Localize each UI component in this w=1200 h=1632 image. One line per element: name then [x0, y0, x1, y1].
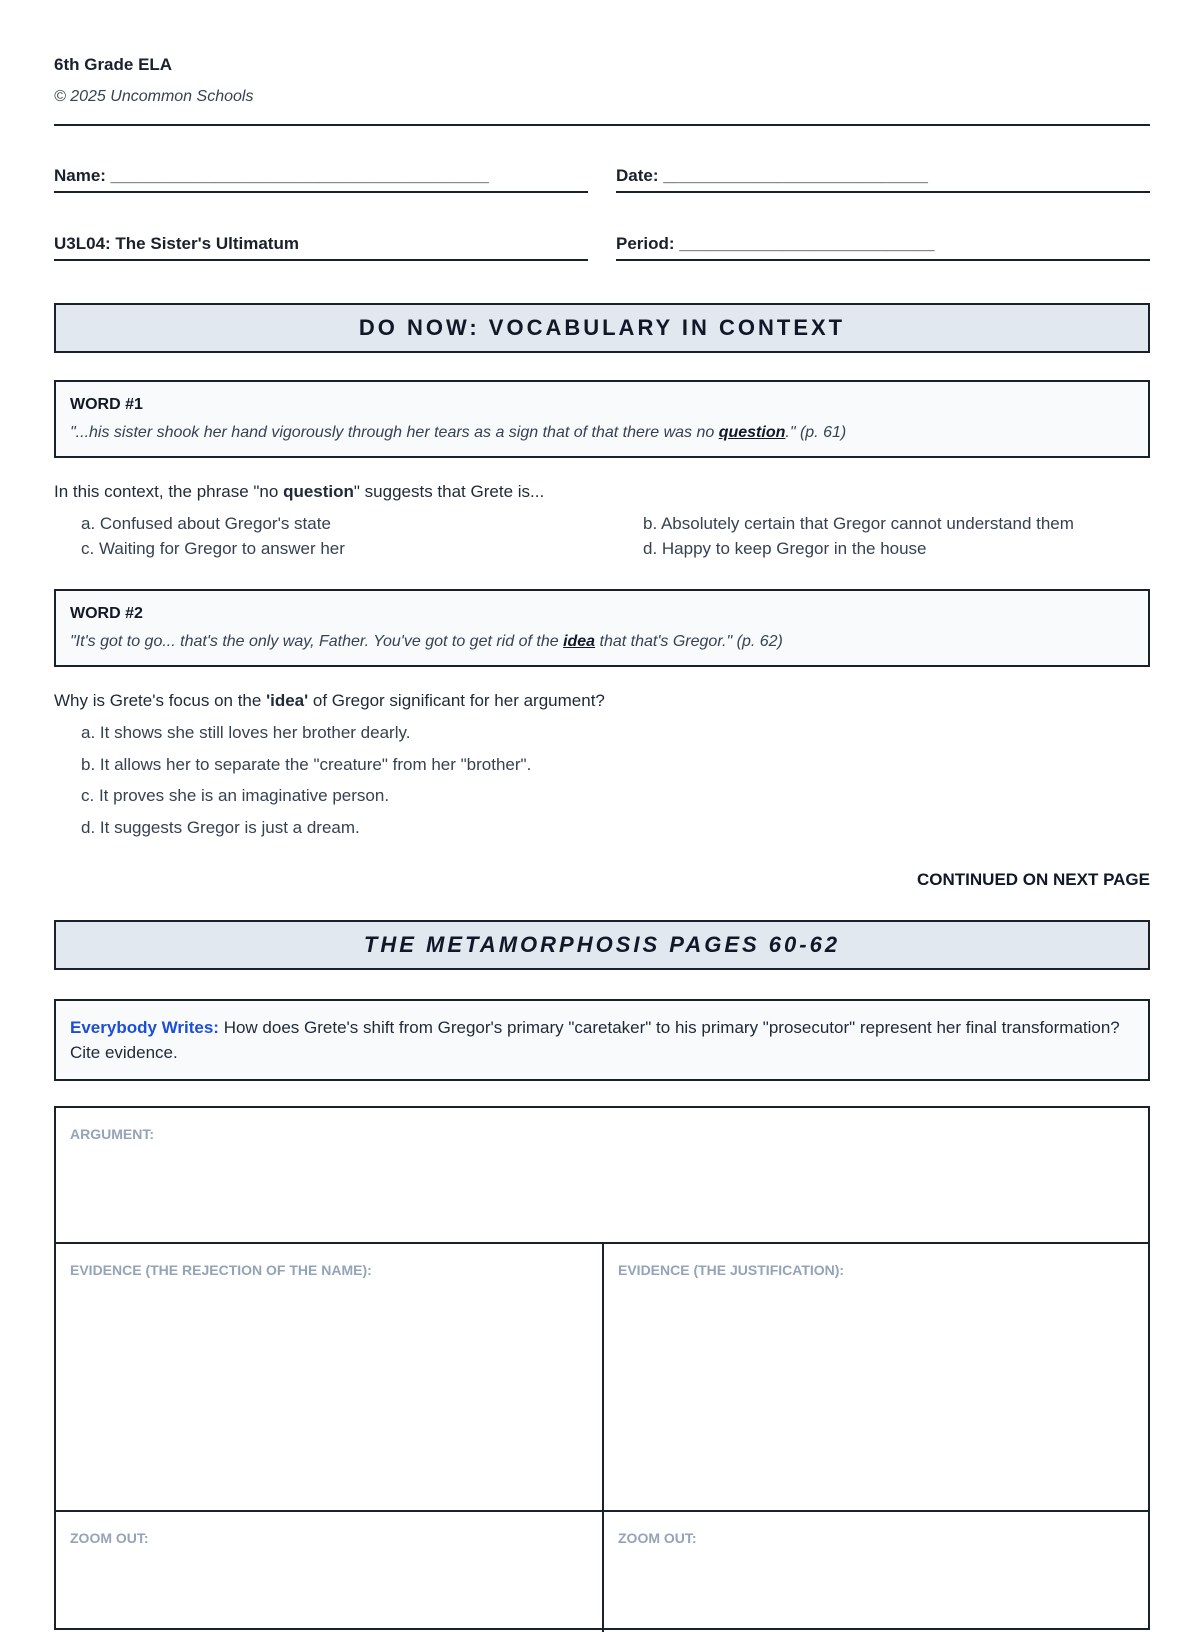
question-text: In this context, the phrase "no — [54, 482, 284, 501]
argument-label: ARGUMENT: — [70, 1126, 154, 1142]
zoom-out1-label: ZOOM OUT: — [70, 1530, 149, 1546]
evidence1-label: EVIDENCE (THE REJECTION OF THE NAME): — [70, 1262, 372, 1278]
quote-citation: ." (p. 61) — [785, 424, 847, 441]
word2-option-b[interactable]: b. It allows her to separate the "creature" from her "brother". — [81, 755, 532, 774]
argument-cell[interactable] — [56, 1108, 1148, 1244]
evidence2-label: EVIDENCE (THE JUSTIFICATION): — [618, 1262, 845, 1278]
quote-text: "It's got to go... that's the only way, Father. You've got to get rid of the — [70, 633, 564, 650]
word1-option-d[interactable]: d. Happy to keep Gregor in the house — [643, 539, 927, 558]
word2-quote — [70, 633, 1134, 651]
question-text: " suggests that Grete is... — [353, 482, 545, 501]
period-field[interactable]: Period: ___________________________ — [616, 234, 1150, 261]
word2-box — [54, 589, 1150, 667]
zoom-out2-cell[interactable] — [604, 1512, 1148, 1632]
word1-label: WORD #1 — [70, 396, 143, 413]
continued-note: CONTINUED ON NEXT PAGE — [917, 870, 1150, 889]
question-text: of Gregor significant for her argument? — [308, 691, 605, 710]
do-now-banner: DO NOW: VOCABULARY IN CONTEXT — [54, 303, 1150, 353]
question-text: Why is Grete's focus on the — [54, 691, 267, 710]
name-field[interactable]: Name: ________________________________________ — [54, 166, 588, 193]
quote-text: "...his sister shook her hand vigorously through her tears as a sign that of that there was no — [70, 424, 719, 441]
word2-option-d[interactable]: d. It suggests Gregor is just a dream. — [81, 818, 360, 837]
word1-quote — [70, 424, 1134, 442]
question-word: 'idea' — [266, 691, 309, 710]
prompt-label: Everybody Writes: — [70, 1018, 219, 1037]
word1-option-b[interactable]: b. Absolutely certain that Gregor cannot understand them — [643, 514, 1074, 533]
word1-box — [54, 380, 1150, 458]
question-word: question — [283, 482, 354, 501]
word1-option-a[interactable]: a. Confused about Gregor's state — [81, 514, 331, 533]
header-divider — [54, 124, 1150, 126]
response-organizer — [54, 1106, 1150, 1630]
word2-option-a[interactable]: a. It shows she still loves her brother dearly. — [81, 723, 411, 742]
quote-citation: that that's Gregor." (p. 62) — [595, 633, 783, 650]
lesson-title: U3L04: The Sister's Ultimatum — [54, 234, 588, 261]
word1-question — [54, 482, 544, 502]
course-title: 6th Grade ELA — [54, 55, 173, 74]
vocab-word: idea — [563, 633, 596, 650]
copyright: © 2025 Uncommon Schools — [54, 88, 254, 105]
word2-label: WORD #2 — [70, 605, 143, 622]
zoom-out2-label: ZOOM OUT: — [618, 1530, 697, 1546]
reading-banner: THE METAMORPHOSIS PAGES 60-62 — [54, 920, 1150, 970]
word1-option-c[interactable]: c. Waiting for Gregor to answer her — [81, 539, 345, 558]
everybody-writes-prompt — [54, 999, 1150, 1081]
evidence1-cell[interactable] — [56, 1244, 604, 1512]
prompt-text: How does Grete's shift from Gregor's primary "caretaker" to his primary "prosecutor" represent her final transformation? Cite evidence. — [70, 1018, 1120, 1062]
word2-option-c[interactable]: c. It proves she is an imaginative person. — [81, 786, 390, 805]
zoom-out1-cell[interactable] — [56, 1512, 604, 1632]
evidence2-cell[interactable] — [604, 1244, 1148, 1512]
date-field[interactable]: Date: ____________________________ — [616, 166, 1150, 193]
word2-question — [54, 691, 605, 711]
vocab-word: question — [718, 424, 786, 441]
